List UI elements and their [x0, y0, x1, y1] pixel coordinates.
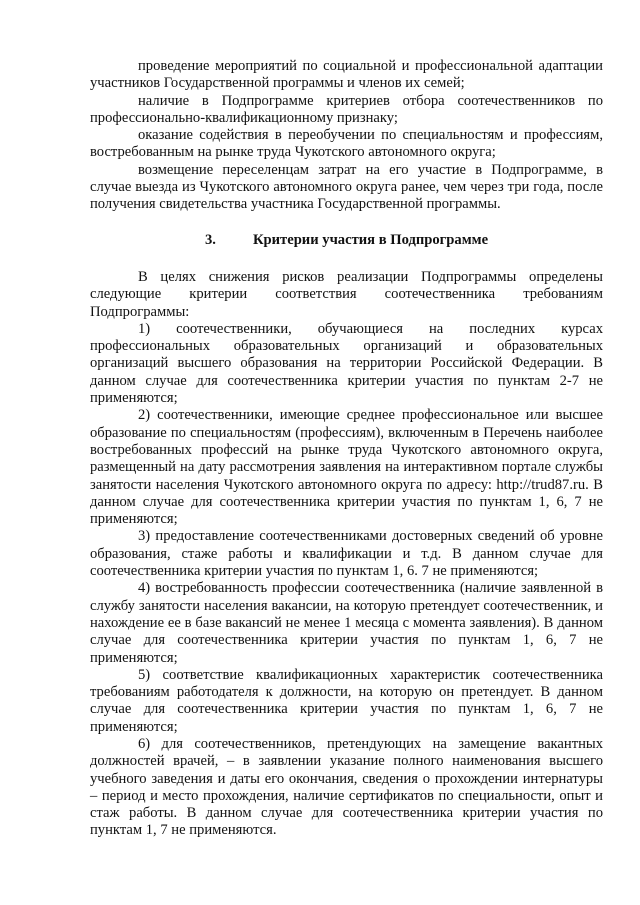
- criterion-item-6: 6) для соотечественников, претендующих на замещение вакантных должностей врачей, – в заявлении указание полного наименования высшего учебного заведения и даты его окончания, сведения о прохождении интернатуры – период и место прохождения, наличие сертификатов по специальности, опыт и стаж работы. В данном случае для соотечественника критерии участия по пунктам 1, 7 не применяются.: [90, 735, 603, 839]
- paragraph-social-adaptation: проведение мероприятий по социальной и профессиональной адаптации участников Государственной программы и членов их семей;: [90, 58, 603, 92]
- section-number: 3.: [204, 231, 216, 248]
- criterion-item-3: 3) предоставление соотечественниками достоверных сведений об уровне образования, стаже работы и квалификации и т.д. В данном случае для соотечественника критерии участия по пунктам 1, 6. 7 не применяются;: [90, 528, 603, 580]
- criterion-item-1: 1) соотечественники, обучающиеся на последних курсах профессиональных образовательных организаций и образовательных организаций высшего образования на территории Российской Федерации. В данном случае для соотечественника критерии участия по пунктам 2-7 не применяются;: [90, 320, 603, 407]
- section-heading: [90, 232, 603, 249]
- paragraph-criteria-intro: В целях снижения рисков реализации Подпрограммы определены следующие критерии соответствия соотечественника требованиям Подпрограммы:: [90, 268, 603, 320]
- criterion-item-2: 2) соотечественники, имеющие среднее профессиональное или высшее образование по специальностям (профессиям), включенным в Перечень наиболее востребованных профессий на рынке труда Чукотского автономного округа, размещенный на дату рассмотрения заявления на интерактивном портале службы занятости населения Чукотского автономного округа по адресу: http://trud87.ru. В данном случае для соотечественника критерии участия по пунктам 1, 6, 7 не применяются;: [90, 407, 603, 528]
- paragraph-selection-criteria: наличие в Подпрограмме критериев отбора соотечественников по профессионально-квалификационному признаку;: [90, 92, 603, 126]
- criterion-item-5: 5) соответствие квалификационных характеристик соотечественника требованиям работодателя к должности, на которую он претендует. В данном случае для соотечественника критерии участия по пунктам 1, 6, 7 не применяются;: [90, 666, 603, 735]
- section-title: Критерии участия в Подпрограмме: [252, 231, 489, 248]
- criterion-item-4: 4) востребованность профессии соотечественника (наличие заявленной в службу занятости населения вакансии, на которую претендует соотечественник, и нахождение ее в базе вакансий не менее 1 месяца с момента заявления). В данном случае для соотечественника критерии участия по пунктам 1, 6, 7 не применяются;: [90, 580, 603, 666]
- paragraph-cost-reimbursement: возмещение переселенцам затрат на его участие в Подпрограмме, в случае выезда из Чукотского автономного округа ранее, чем через три года, после получения свидетельства участника Государственной программы.: [90, 161, 603, 213]
- paragraph-retraining-support: оказание содействия в переобучении по специальностям и профессиям, востребованным на рынке труда Чукотского автономного округа;: [90, 127, 603, 161]
- document-page: [90, 58, 603, 840]
